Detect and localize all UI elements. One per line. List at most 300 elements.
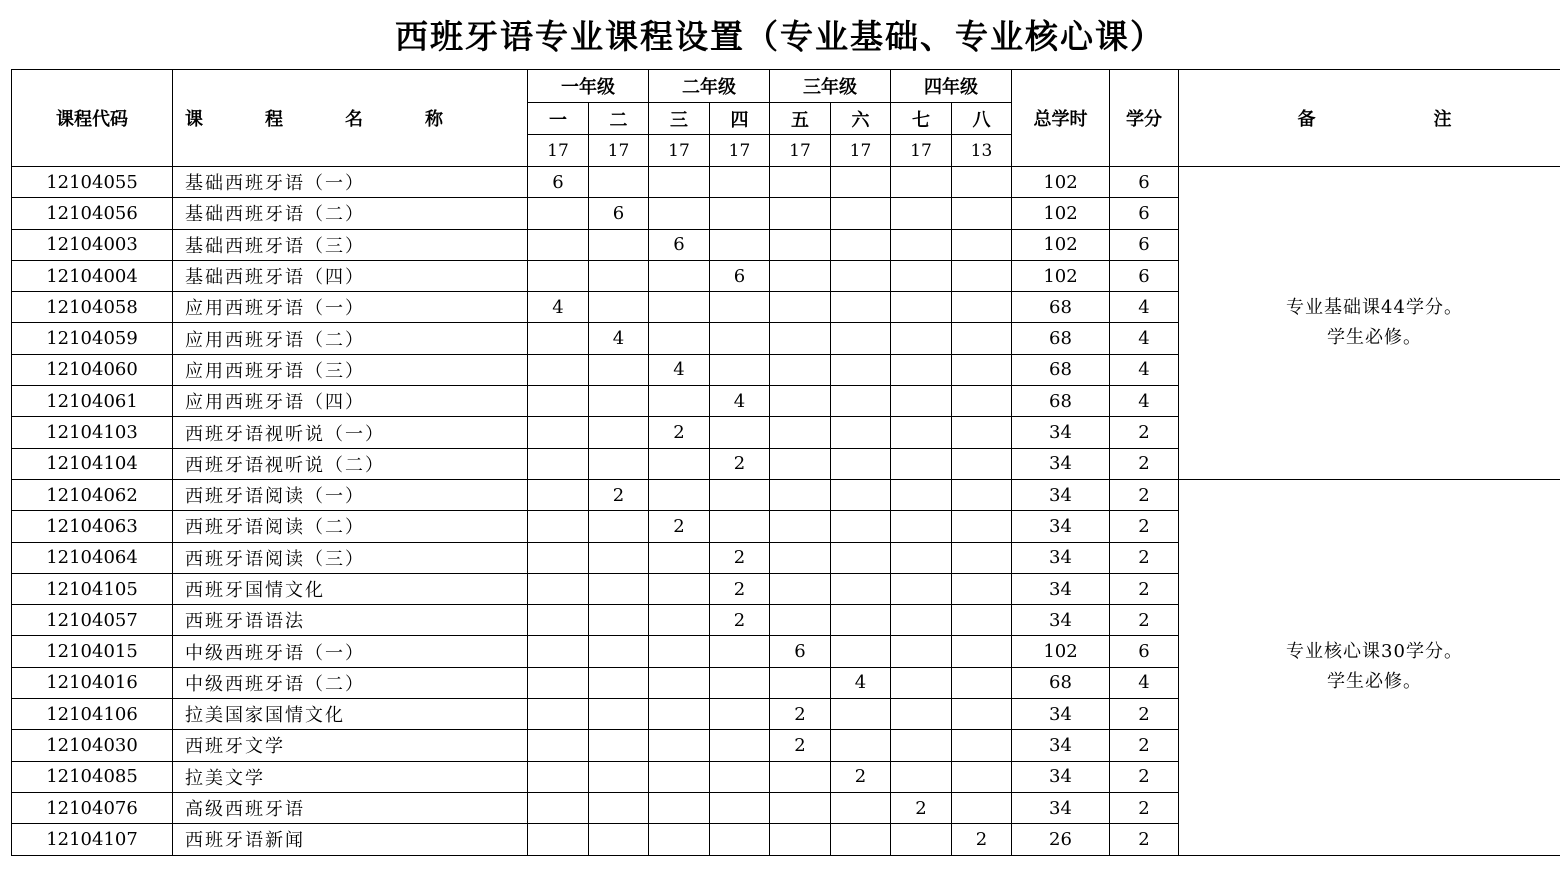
total-hours-cell: 68 [1012,323,1110,354]
course-code-cell: 12104003 [12,229,173,260]
semester-6-hours-cell [831,730,891,761]
semester-5-hours-cell [770,448,831,479]
header-weeks-5: 17 [770,135,831,167]
header-weeks-1: 17 [528,135,589,167]
semester-6-hours-cell [831,605,891,636]
semester-7-hours-cell [891,260,952,291]
semester-2-hours-cell [589,260,649,291]
semester-3-hours-cell: 6 [649,229,710,260]
semester-6-hours-cell [831,260,891,291]
header-total-hours: 总学时 [1012,70,1110,167]
credits-cell: 2 [1110,824,1179,855]
semester-4-hours-cell [710,354,770,385]
credits-cell: 6 [1110,198,1179,229]
semester-2-hours-cell [589,730,649,761]
semester-2-hours-cell [589,292,649,323]
semester-7-hours-cell [891,417,952,448]
semester-7-hours-cell [891,292,952,323]
credits-cell: 6 [1110,260,1179,291]
semester-2-hours-cell [589,699,649,730]
total-hours-cell: 102 [1012,229,1110,260]
semester-2-hours-cell: 4 [589,323,649,354]
header-weeks-3: 17 [649,135,710,167]
course-name-cell: 西班牙语阅读（二） [173,511,528,542]
total-hours-cell: 34 [1012,605,1110,636]
credits-cell: 2 [1110,730,1179,761]
header-credits: 学分 [1110,70,1179,167]
semester-2-hours-cell [589,542,649,573]
semester-3-hours-cell [649,636,710,667]
semester-5-hours-cell [770,667,831,698]
table-header [12,70,1560,167]
semester-8-hours-cell [952,198,1012,229]
header-semester-2: 二 [589,103,649,135]
semester-4-hours-cell: 2 [710,542,770,573]
semester-7-hours-cell [891,511,952,542]
semester-3-hours-cell [649,292,710,323]
semester-4-hours-cell [710,417,770,448]
course-name-cell: 基础西班牙语（四） [173,260,528,291]
total-hours-cell: 34 [1012,417,1110,448]
semester-1-hours-cell [528,260,589,291]
semester-3-hours-cell [649,260,710,291]
semester-2-hours-cell [589,792,649,823]
total-hours-cell: 34 [1012,479,1110,510]
semester-8-hours-cell [952,386,1012,417]
semester-5-hours-cell [770,824,831,855]
semester-8-hours-cell [952,448,1012,479]
semester-8-hours-cell [952,323,1012,354]
semester-2-hours-cell [589,167,649,198]
total-hours-cell: 34 [1012,511,1110,542]
semester-2-hours-cell [589,761,649,792]
course-code-cell: 12104063 [12,511,173,542]
course-code-cell: 12104058 [12,292,173,323]
semester-5-hours-cell [770,792,831,823]
notes-cell [1179,479,1560,855]
credits-cell: 6 [1110,636,1179,667]
course-code-cell: 12104055 [12,167,173,198]
course-code-cell: 12104076 [12,792,173,823]
semester-8-hours-cell [952,417,1012,448]
semester-3-hours-cell [649,699,710,730]
course-name-cell: 西班牙语新闻 [173,824,528,855]
semester-3-hours-cell: 2 [649,511,710,542]
semester-5-hours-cell [770,542,831,573]
semester-8-hours-cell [952,667,1012,698]
header-course-name: 课 程 名 称 [173,70,528,167]
course-name-cell: 高级西班牙语 [173,792,528,823]
semester-2-hours-cell [589,229,649,260]
total-hours-cell: 68 [1012,386,1110,417]
semester-6-hours-cell: 2 [831,761,891,792]
semester-1-hours-cell [528,824,589,855]
total-hours-cell: 34 [1012,573,1110,604]
semester-3-hours-cell [649,167,710,198]
total-hours-cell: 34 [1012,448,1110,479]
semester-5-hours-cell: 2 [770,699,831,730]
total-hours-cell: 34 [1012,730,1110,761]
semester-2-hours-cell: 6 [589,198,649,229]
semester-8-hours-cell [952,260,1012,291]
semester-1-hours-cell [528,730,589,761]
credits-cell: 2 [1110,573,1179,604]
header-notes-right: 注 [1433,109,1452,130]
semester-5-hours-cell [770,167,831,198]
semester-2-hours-cell [589,636,649,667]
semester-3-hours-cell [649,323,710,354]
semester-5-hours-cell [770,417,831,448]
semester-3-hours-cell [649,605,710,636]
course-name-cell: 西班牙语视听说（二） [173,448,528,479]
semester-8-hours-cell [952,229,1012,260]
semester-4-hours-cell [710,792,770,823]
semester-8-hours-cell [952,699,1012,730]
header-semester-7: 七 [891,103,952,135]
credits-cell: 4 [1110,667,1179,698]
semester-1-hours-cell [528,636,589,667]
semester-8-hours-cell [952,636,1012,667]
note-line-credits: 专业基础课44学分。 [1286,296,1463,318]
semester-4-hours-cell [710,292,770,323]
course-code-cell: 12104106 [12,699,173,730]
table-row [12,167,1560,198]
semester-3-hours-cell [649,730,710,761]
semester-4-hours-cell [710,636,770,667]
semester-5-hours-cell [770,511,831,542]
header-year-3: 三年级 [770,70,891,103]
course-name-cell: 中级西班牙语（二） [173,667,528,698]
semester-4-hours-cell: 6 [710,260,770,291]
course-name-cell: 基础西班牙语（一） [173,167,528,198]
course-name-cell: 拉美国家国情文化 [173,699,528,730]
course-code-cell: 12104059 [12,323,173,354]
course-name-cell: 西班牙语阅读（一） [173,479,528,510]
header-semester-1: 一 [528,103,589,135]
credits-cell: 2 [1110,511,1179,542]
semester-8-hours-cell [952,761,1012,792]
semester-5-hours-cell [770,354,831,385]
header-weeks-6: 17 [831,135,891,167]
total-hours-cell: 102 [1012,167,1110,198]
note-line-requirement: 学生必修。 [1327,671,1422,693]
semester-6-hours-cell [831,386,891,417]
semester-2-hours-cell: 2 [589,479,649,510]
page-title: 西班牙语专业课程设置（专业基础、专业核心课） [395,17,1165,56]
credits-cell: 2 [1110,542,1179,573]
credits-cell: 2 [1110,417,1179,448]
total-hours-cell: 34 [1012,699,1110,730]
semester-7-hours-cell [891,479,952,510]
semester-5-hours-cell [770,386,831,417]
semester-6-hours-cell [831,292,891,323]
semester-1-hours-cell [528,605,589,636]
notes-cell [1179,167,1560,480]
semester-6-hours-cell [831,167,891,198]
semester-4-hours-cell [710,479,770,510]
semester-8-hours-cell [952,542,1012,573]
semester-7-hours-cell [891,542,952,573]
course-code-cell: 12104104 [12,448,173,479]
semester-8-hours-cell [952,479,1012,510]
semester-4-hours-cell [710,323,770,354]
semester-1-hours-cell [528,542,589,573]
semester-7-hours-cell [891,229,952,260]
course-code-cell: 12104016 [12,667,173,698]
semester-2-hours-cell [589,573,649,604]
semester-6-hours-cell [831,573,891,604]
semester-7-hours-cell: 2 [891,792,952,823]
header-semester-3: 三 [649,103,710,135]
semester-6-hours-cell [831,824,891,855]
semester-3-hours-cell [649,761,710,792]
total-hours-cell: 26 [1012,824,1110,855]
course-name-cell: 应用西班牙语（一） [173,292,528,323]
semester-1-hours-cell [528,573,589,604]
semester-3-hours-cell [649,573,710,604]
semester-5-hours-cell: 6 [770,636,831,667]
course-code-cell: 12104004 [12,260,173,291]
course-code-cell: 12104061 [12,386,173,417]
header-weeks-2: 17 [589,135,649,167]
course-code-cell: 12104060 [12,354,173,385]
semester-3-hours-cell [649,792,710,823]
semester-5-hours-cell [770,761,831,792]
semester-1-hours-cell: 6 [528,167,589,198]
semester-4-hours-cell [710,667,770,698]
semester-2-hours-cell [589,605,649,636]
semester-7-hours-cell [891,636,952,667]
semester-7-hours-cell [891,699,952,730]
header-semester-8: 八 [952,103,1012,135]
total-hours-cell: 68 [1012,667,1110,698]
credits-cell: 6 [1110,229,1179,260]
semester-8-hours-cell [952,511,1012,542]
semester-7-hours-cell [891,198,952,229]
semester-2-hours-cell [589,511,649,542]
semester-1-hours-cell: 4 [528,292,589,323]
course-code-cell: 12104105 [12,573,173,604]
semester-4-hours-cell [710,229,770,260]
semester-2-hours-cell [589,667,649,698]
semester-5-hours-cell [770,260,831,291]
semester-4-hours-cell [710,824,770,855]
semester-3-hours-cell [649,542,710,573]
course-code-cell: 12104056 [12,198,173,229]
semester-6-hours-cell [831,354,891,385]
total-hours-cell: 102 [1012,636,1110,667]
course-name-cell: 西班牙语阅读（三） [173,542,528,573]
semester-6-hours-cell [831,699,891,730]
semester-6-hours-cell [831,198,891,229]
semester-6-hours-cell [831,448,891,479]
semester-8-hours-cell: 2 [952,824,1012,855]
semester-7-hours-cell [891,323,952,354]
semester-1-hours-cell [528,511,589,542]
credits-cell: 2 [1110,761,1179,792]
semester-6-hours-cell [831,417,891,448]
course-name-cell: 基础西班牙语（三） [173,229,528,260]
total-hours-cell: 34 [1012,792,1110,823]
semester-3-hours-cell [649,667,710,698]
semester-7-hours-cell [891,448,952,479]
semester-4-hours-cell: 2 [710,605,770,636]
semester-2-hours-cell [589,417,649,448]
total-hours-cell: 68 [1012,292,1110,323]
semester-8-hours-cell [952,354,1012,385]
course-code-cell: 12104057 [12,605,173,636]
header-year-1: 一年级 [528,70,649,103]
semester-1-hours-cell [528,667,589,698]
semester-5-hours-cell: 2 [770,730,831,761]
semester-4-hours-cell [710,511,770,542]
semester-8-hours-cell [952,573,1012,604]
header-semester-4: 四 [710,103,770,135]
course-name-cell: 应用西班牙语（四） [173,386,528,417]
semester-6-hours-cell [831,542,891,573]
header-year-2: 二年级 [649,70,770,103]
semester-1-hours-cell [528,761,589,792]
semester-7-hours-cell [891,605,952,636]
semester-4-hours-cell [710,699,770,730]
semester-8-hours-cell [952,292,1012,323]
header-notes [1179,70,1560,167]
total-hours-cell: 34 [1012,542,1110,573]
credits-cell: 4 [1110,292,1179,323]
credits-cell: 4 [1110,354,1179,385]
course-name-cell: 西班牙语语法 [173,605,528,636]
semester-3-hours-cell [649,198,710,229]
semester-7-hours-cell [891,761,952,792]
semester-1-hours-cell [528,699,589,730]
total-hours-cell: 34 [1012,761,1110,792]
header-semester-6: 六 [831,103,891,135]
semester-2-hours-cell [589,448,649,479]
semester-4-hours-cell [710,198,770,229]
course-name-cell: 西班牙语视听说（一） [173,417,528,448]
note-line-requirement: 学生必修。 [1327,326,1422,348]
semester-8-hours-cell [952,730,1012,761]
semester-5-hours-cell [770,479,831,510]
semester-4-hours-cell [710,761,770,792]
semester-7-hours-cell [891,386,952,417]
semester-1-hours-cell [528,198,589,229]
semester-1-hours-cell [528,323,589,354]
semester-4-hours-cell [710,167,770,198]
semester-7-hours-cell [891,167,952,198]
header-semester-5: 五 [770,103,831,135]
course-name-cell: 应用西班牙语（二） [173,323,528,354]
course-code-cell: 12104107 [12,824,173,855]
header-weeks-8: 13 [952,135,1012,167]
semester-7-hours-cell [891,824,952,855]
semester-5-hours-cell [770,573,831,604]
credits-cell: 6 [1110,167,1179,198]
course-code-cell: 12104103 [12,417,173,448]
header-year-4: 四年级 [891,70,1012,103]
semester-5-hours-cell [770,605,831,636]
semester-1-hours-cell [528,417,589,448]
semester-2-hours-cell [589,824,649,855]
semester-7-hours-cell [891,667,952,698]
semester-4-hours-cell [710,730,770,761]
semester-3-hours-cell: 2 [649,417,710,448]
semester-6-hours-cell [831,229,891,260]
semester-2-hours-cell [589,386,649,417]
course-code-cell: 12104085 [12,761,173,792]
course-name-cell: 西班牙国情文化 [173,573,528,604]
course-code-cell: 12104062 [12,479,173,510]
table-row [12,479,1560,510]
semester-6-hours-cell: 4 [831,667,891,698]
credits-cell: 2 [1110,792,1179,823]
credits-cell: 2 [1110,448,1179,479]
semester-6-hours-cell [831,792,891,823]
semester-1-hours-cell [528,448,589,479]
semester-3-hours-cell [649,479,710,510]
credits-cell: 4 [1110,323,1179,354]
semester-7-hours-cell [891,573,952,604]
course-table [11,69,1560,856]
semester-4-hours-cell: 2 [710,573,770,604]
total-hours-cell: 68 [1012,354,1110,385]
course-code-cell: 12104064 [12,542,173,573]
semester-6-hours-cell [831,511,891,542]
credits-cell: 4 [1110,386,1179,417]
semester-8-hours-cell [952,792,1012,823]
semester-7-hours-cell [891,354,952,385]
header-notes-left: 备 [1297,109,1316,130]
total-hours-cell: 102 [1012,260,1110,291]
semester-3-hours-cell [649,824,710,855]
semester-3-hours-cell: 4 [649,354,710,385]
semester-4-hours-cell: 4 [710,386,770,417]
semester-1-hours-cell [528,479,589,510]
semester-5-hours-cell [770,198,831,229]
course-name-cell: 西班牙文学 [173,730,528,761]
semester-5-hours-cell [770,323,831,354]
semester-5-hours-cell [770,292,831,323]
course-name-cell: 中级西班牙语（一） [173,636,528,667]
header-course-code: 课程代码 [12,70,173,167]
credits-cell: 2 [1110,699,1179,730]
credits-cell: 2 [1110,605,1179,636]
course-name-cell: 基础西班牙语（二） [173,198,528,229]
semester-4-hours-cell: 2 [710,448,770,479]
semester-8-hours-cell [952,167,1012,198]
semester-5-hours-cell [770,229,831,260]
semester-7-hours-cell [891,730,952,761]
note-line-credits: 专业核心课30学分。 [1286,641,1463,663]
semester-6-hours-cell [831,479,891,510]
semester-3-hours-cell [649,448,710,479]
credits-cell: 2 [1110,479,1179,510]
semester-6-hours-cell [831,323,891,354]
header-weeks-4: 17 [710,135,770,167]
semester-6-hours-cell [831,636,891,667]
total-hours-cell: 102 [1012,198,1110,229]
course-code-cell: 12104030 [12,730,173,761]
course-name-cell: 应用西班牙语（三） [173,354,528,385]
header-weeks-7: 17 [891,135,952,167]
semester-1-hours-cell [528,354,589,385]
semester-3-hours-cell [649,386,710,417]
course-code-cell: 12104015 [12,636,173,667]
course-name-cell: 拉美文学 [173,761,528,792]
semester-1-hours-cell [528,229,589,260]
semester-1-hours-cell [528,792,589,823]
semester-2-hours-cell [589,354,649,385]
